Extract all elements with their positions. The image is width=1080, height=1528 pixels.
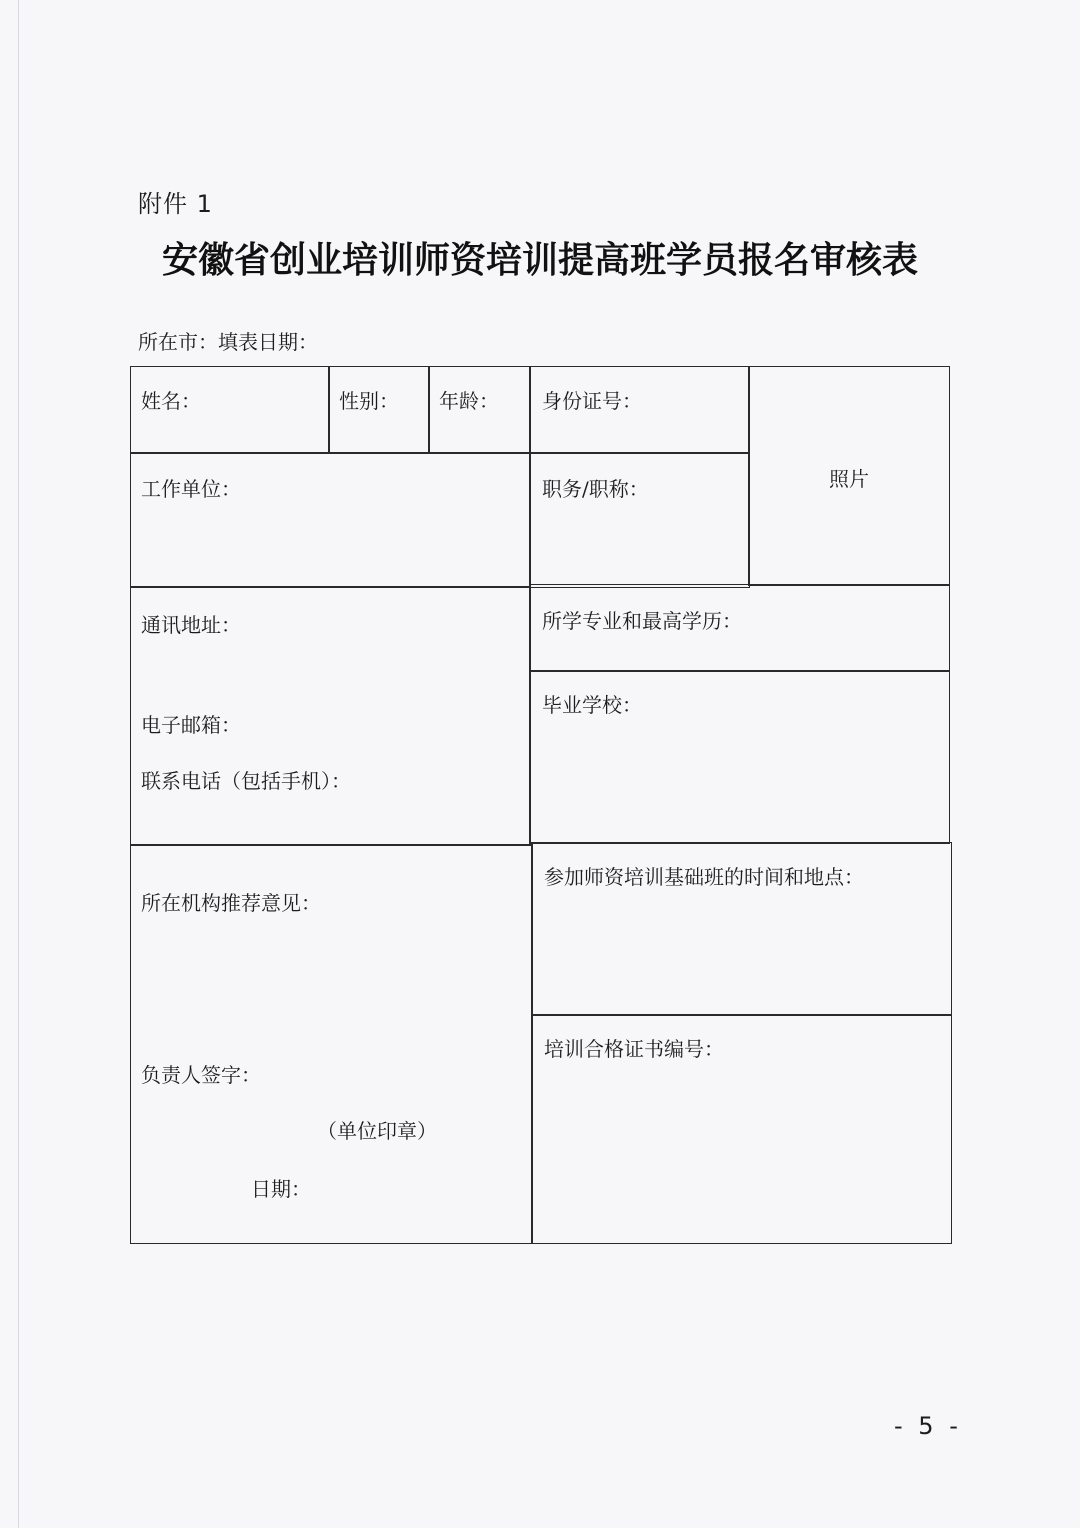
name-label: 姓名： — [141, 389, 201, 413]
age-label: 年龄： — [439, 389, 499, 413]
photo-label: 照片 — [829, 467, 869, 491]
major-degree-cell[interactable] — [529, 584, 950, 672]
leader-signature-label: 负责人签字： — [141, 1063, 261, 1087]
work-unit-cell[interactable] — [130, 452, 531, 588]
name-cell[interactable] — [130, 366, 330, 454]
address-contact-cell[interactable] — [130, 586, 531, 846]
page-number: - 5 - — [894, 1412, 962, 1440]
major-degree-label: 所学专业和最高学历： — [542, 609, 742, 633]
page-edge — [18, 0, 19, 1528]
photo-cell[interactable] — [748, 366, 950, 586]
position-title-cell[interactable] — [529, 452, 750, 588]
email-label: 电子邮箱： — [141, 713, 241, 737]
org-recommendation-label: 所在机构推荐意见： — [141, 891, 321, 915]
phone-label: 联系电话（包括手机）： — [141, 769, 351, 793]
age-cell[interactable] — [428, 366, 531, 454]
position-title-label: 职务/职称： — [542, 477, 649, 501]
certificate-number-label: 培训合格证书编号： — [544, 1037, 724, 1061]
registration-form-table — [130, 366, 952, 1244]
attachment-label: 附件 1 — [138, 190, 213, 218]
basic-class-label: 参加师资培训基础班的时间和地点： — [544, 865, 864, 889]
work-unit-label: 工作单位： — [141, 477, 241, 501]
basic-class-cell[interactable] — [531, 842, 952, 1016]
form-title: 安徽省创业培训师资培训提高班学员报名审核表 — [161, 239, 918, 281]
id-number-label: 身份证号： — [542, 389, 642, 413]
unit-seal-label: （单位印章） — [317, 1119, 437, 1143]
graduate-school-label: 毕业学校： — [542, 693, 642, 717]
date-label: 日期： — [251, 1177, 311, 1201]
city-date-line: 所在市：填表日期： — [138, 330, 318, 354]
graduate-school-cell[interactable] — [529, 670, 950, 844]
gender-cell[interactable] — [328, 366, 430, 454]
certificate-number-cell[interactable] — [531, 1014, 952, 1244]
address-label: 通讯地址： — [141, 613, 241, 637]
id-number-cell[interactable] — [529, 366, 750, 454]
org-recommendation-cell[interactable] — [130, 844, 533, 1244]
gender-label: 性别： — [339, 389, 399, 413]
